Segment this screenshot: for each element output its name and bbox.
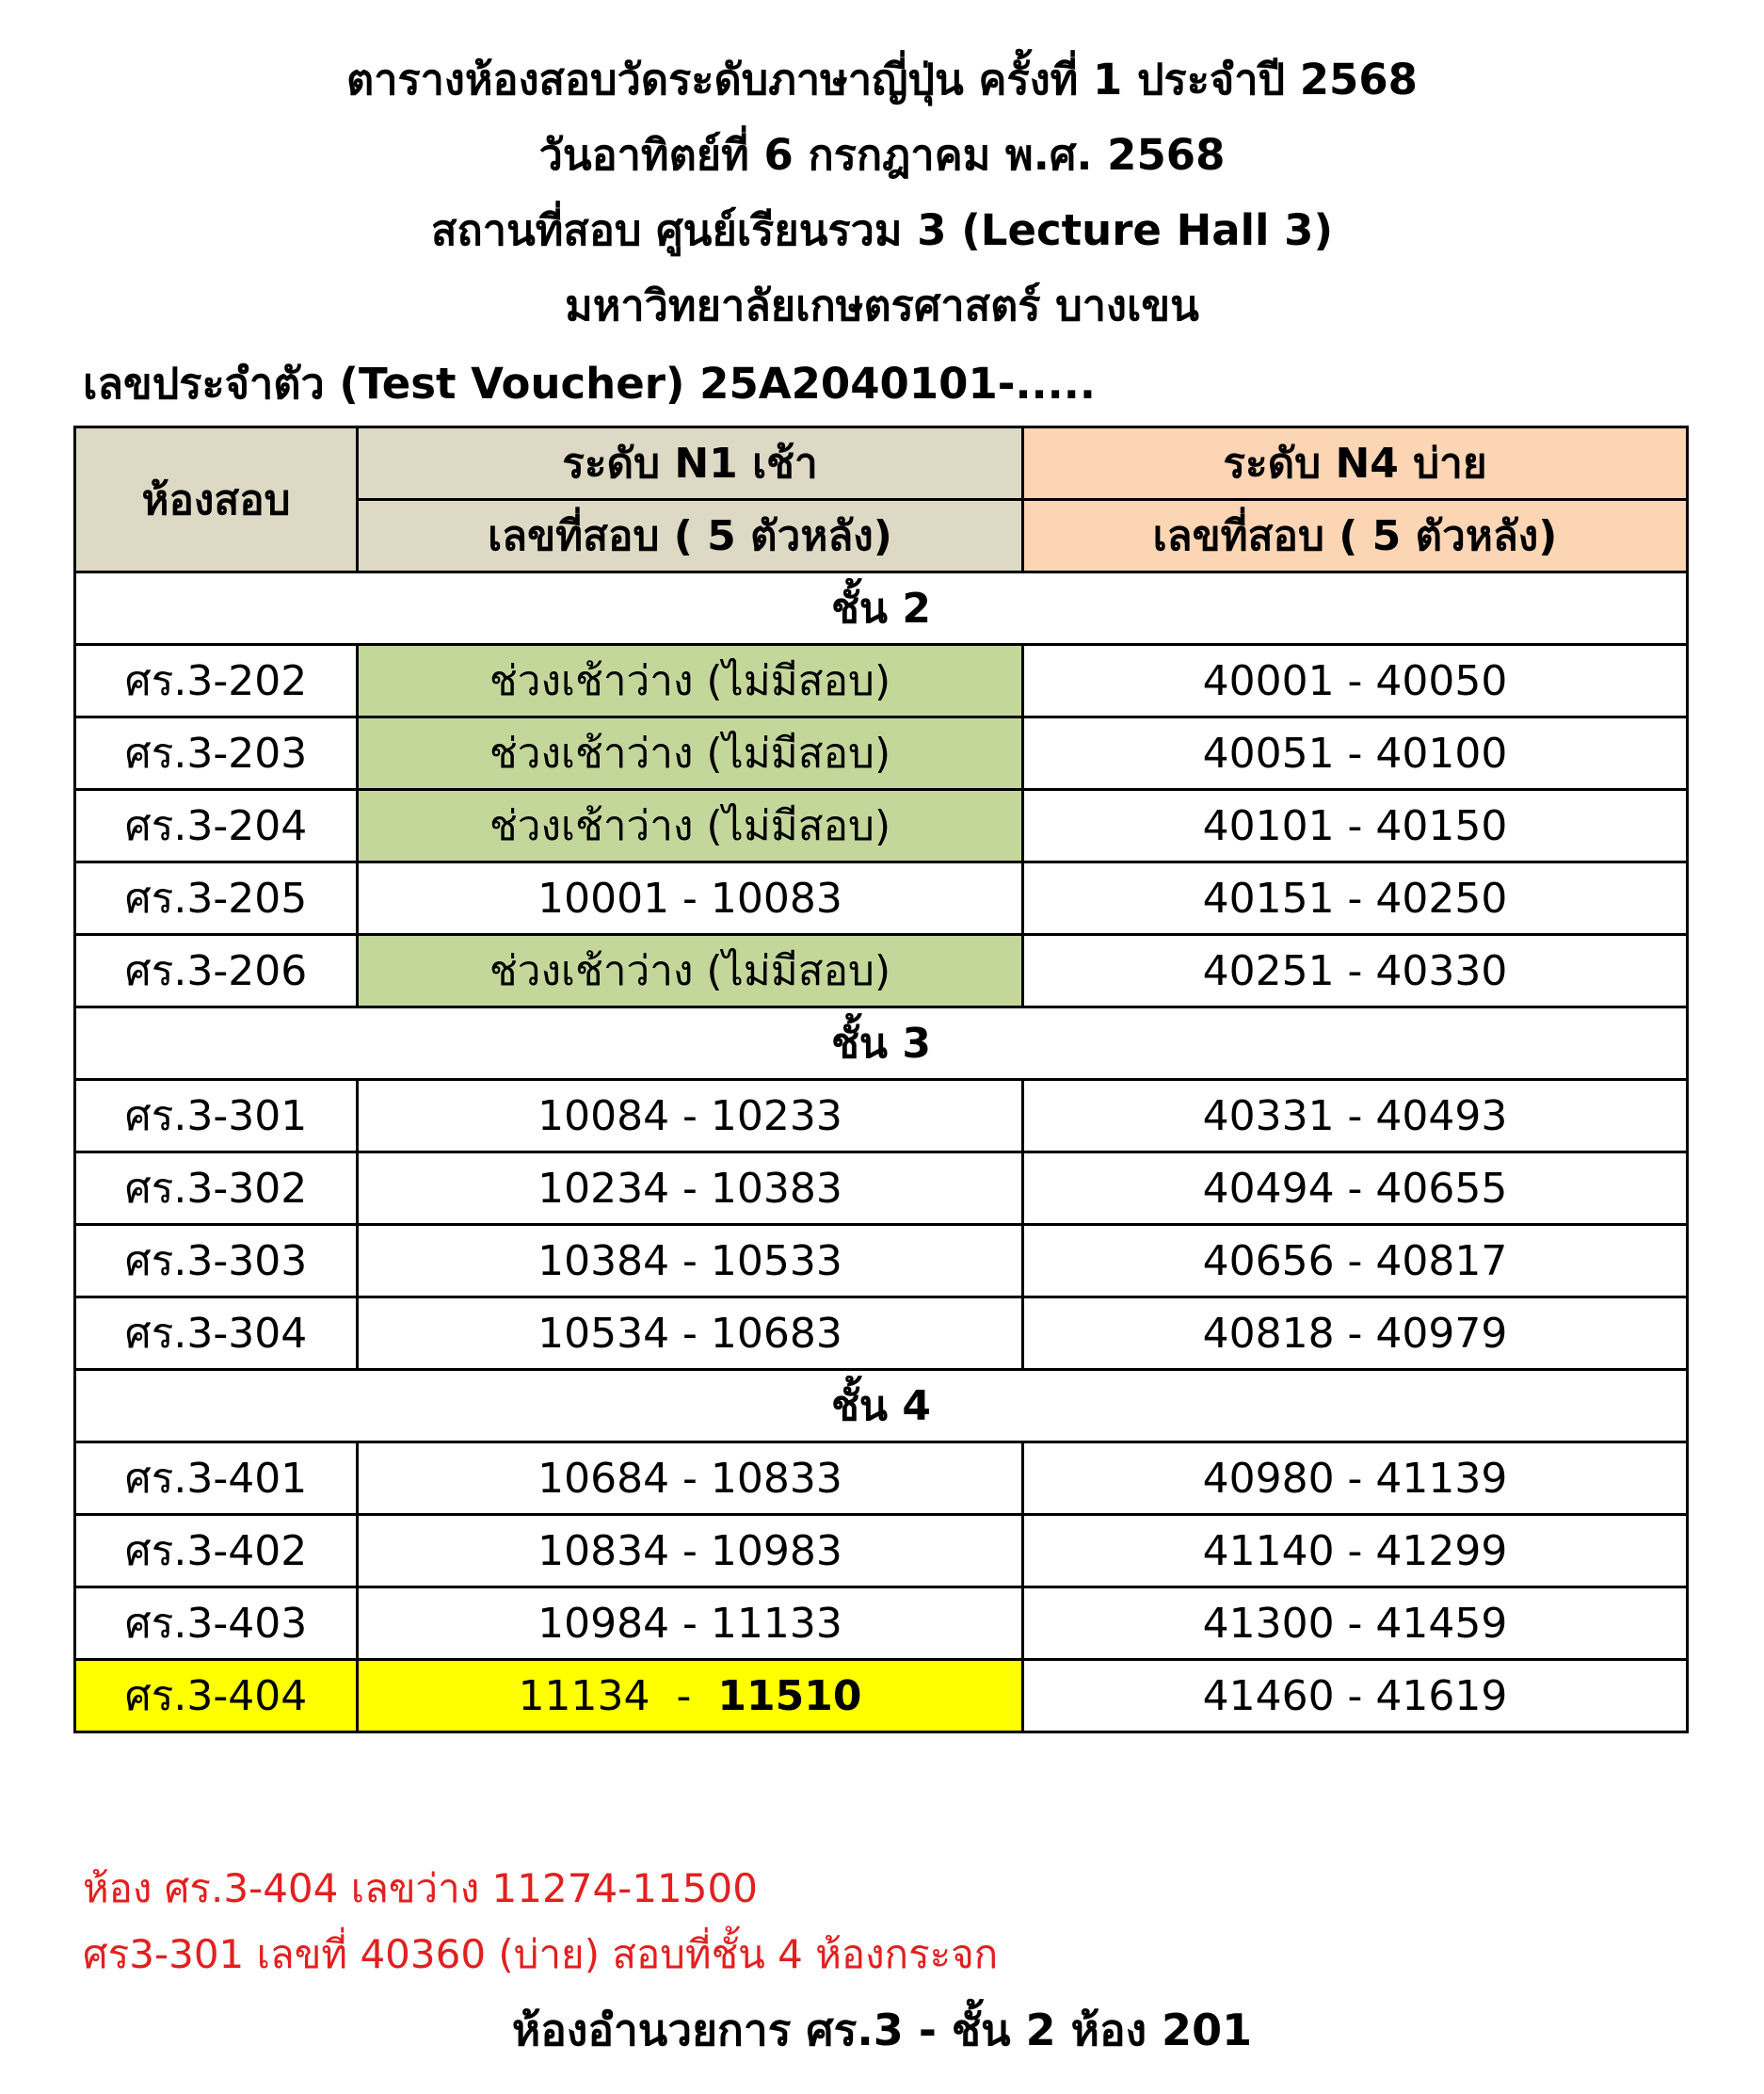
note-vacant-numbers: ห้อง ศร.3-404 เลขว่าง 11274-11500 <box>83 1865 758 1911</box>
n1-range-end: 11510 <box>717 1671 862 1720</box>
room-cell: ศร.3-203 <box>75 717 358 790</box>
n4-cell: 40051 - 40100 <box>1023 717 1688 790</box>
room-cell: ศร.3-403 <box>75 1587 358 1660</box>
table-row <box>75 717 1688 790</box>
header-n4: ระดับ N4 บ่าย <box>1023 427 1688 500</box>
n1-cell: ช่วงเช้าว่าง (ไม่มีสอบ) <box>358 717 1023 790</box>
table-row-highlighted <box>75 1660 1688 1732</box>
n4-cell: 40656 - 40817 <box>1023 1225 1688 1297</box>
room-cell: ศร.3-202 <box>75 645 358 717</box>
room-cell: ศร.3-204 <box>75 790 358 862</box>
n4-cell: 41140 - 41299 <box>1023 1515 1688 1587</box>
n4-cell: 40331 - 40493 <box>1023 1080 1688 1152</box>
n1-cell: 10684 - 10833 <box>358 1442 1023 1515</box>
n1-cell: 10084 - 10233 <box>358 1080 1023 1152</box>
table-row <box>75 645 1688 717</box>
n4-cell: 40001 - 40050 <box>1023 645 1688 717</box>
room-cell: ศร.3-302 <box>75 1152 358 1225</box>
n4-cell: 40101 - 40150 <box>1023 790 1688 862</box>
n4-cell: 41460 - 41619 <box>1023 1660 1688 1732</box>
table-row <box>75 862 1688 935</box>
room-cell: ศร.3-401 <box>75 1442 358 1515</box>
room-cell: ศร.3-206 <box>75 935 358 1007</box>
floor-row <box>75 1370 1688 1442</box>
title-date: วันอาทิตย์ที่ 6 กรกฎาคม พ.ศ. 2568 <box>538 130 1226 180</box>
test-voucher-label: เลขประจำตัว (Test Voucher) 25A2040101-..... <box>83 359 1096 409</box>
table-row <box>75 1515 1688 1587</box>
floor-row <box>75 572 1688 645</box>
n1-cell: 10984 - 11133 <box>358 1587 1023 1660</box>
floor-row <box>75 1007 1688 1080</box>
n4-cell: 40494 - 40655 <box>1023 1152 1688 1225</box>
subheader-n4: เลขที่สอบ ( 5 ตัวหลัง) <box>1023 500 1688 572</box>
table-row <box>75 935 1688 1007</box>
table-row <box>75 1225 1688 1297</box>
table-row <box>75 1297 1688 1370</box>
title-venue: สถานที่สอบ ศูนย์เรียนรวม 3 (Lecture Hall 3) <box>430 205 1334 255</box>
floor-label: ชั้น 2 <box>75 572 1688 645</box>
subheader-n1: เลขที่สอบ ( 5 ตัวหลัง) <box>358 500 1023 572</box>
n1-cell: 10534 - 10683 <box>358 1297 1023 1370</box>
n4-cell: 40818 - 40979 <box>1023 1297 1688 1370</box>
n1-cell: ช่วงเช้าว่าง (ไม่มีสอบ) <box>358 935 1023 1007</box>
room-cell: ศร.3-402 <box>75 1515 358 1587</box>
n1-cell: 10234 - 10383 <box>358 1152 1023 1225</box>
room-cell: ศร.3-404 <box>75 1660 358 1732</box>
n1-cell: 10384 - 10533 <box>358 1225 1023 1297</box>
n4-cell: 40251 - 40330 <box>1023 935 1688 1007</box>
floor-label: ชั้น 4 <box>75 1370 1688 1442</box>
table-row <box>75 1587 1688 1660</box>
title-line-1: ตารางห้องสอบวัดระดับภาษาญี่ปุ่น ครั้งที่ 1 ประจำปี 2568 <box>345 55 1418 105</box>
floor-label: ชั้น 3 <box>75 1007 1688 1080</box>
n4-cell: 41300 - 41459 <box>1023 1587 1688 1660</box>
room-cell: ศร.3-205 <box>75 862 358 935</box>
n1-cell: ช่วงเช้าว่าง (ไม่มีสอบ) <box>358 790 1023 862</box>
header-room: ห้องสอบ <box>75 427 358 572</box>
exam-room-table <box>73 426 1689 1733</box>
room-cell: ศร.3-303 <box>75 1225 358 1297</box>
n4-cell: 40151 - 40250 <box>1023 862 1688 935</box>
n1-cell: ช่วงเช้าว่าง (ไม่มีสอบ) <box>358 645 1023 717</box>
note-room-change: ศร3-301 เลขที่ 40360 (บ่าย) สอบที่ชั้น 4 ห้องกระจก <box>83 1931 999 1977</box>
table-row <box>75 1080 1688 1152</box>
table-row <box>75 790 1688 862</box>
n1-cell: 10001 - 10083 <box>358 862 1023 935</box>
room-cell: ศร.3-301 <box>75 1080 358 1152</box>
footer-admin-room: ห้องอำนวยการ ศร.3 - ชั้น 2 ห้อง 201 <box>511 2005 1253 2055</box>
n4-cell: 40980 - 41139 <box>1023 1442 1688 1515</box>
room-cell: ศร.3-304 <box>75 1297 358 1370</box>
n1-cell <box>358 1660 1023 1732</box>
table-row <box>75 1152 1688 1225</box>
header-n1: ระดับ N1 เช้า <box>358 427 1023 500</box>
n1-cell: 10834 - 10983 <box>358 1515 1023 1587</box>
table-header-row <box>75 427 1688 500</box>
title-university: มหาวิทยาลัยเกษตรศาสตร์ บางเขน <box>565 281 1199 330</box>
table-row <box>75 1442 1688 1515</box>
n1-range-start: 11134 - <box>518 1671 718 1720</box>
